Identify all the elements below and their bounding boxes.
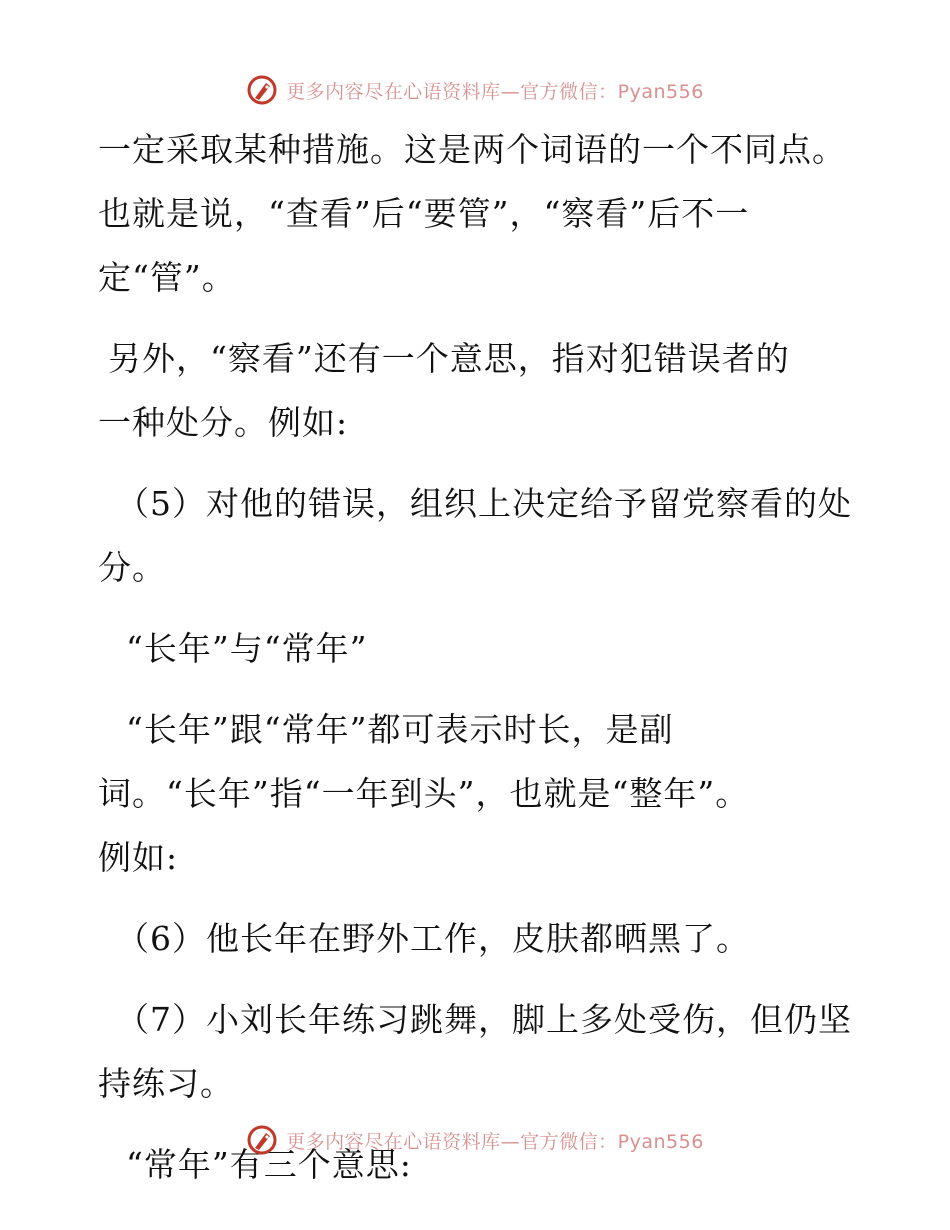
text-line: “常年”有三个意思: xyxy=(126,1145,412,1184)
pen-nib-circle-icon xyxy=(246,1124,278,1156)
example-paragraph xyxy=(98,907,858,971)
watermark-text: 更多内容尽在心语资料库—官方微信：Pyan556 xyxy=(286,80,704,103)
text-line: 分。 xyxy=(98,548,166,587)
text-line: 也就是说，“查看”后“要管”，“察看”后不一 xyxy=(98,194,750,233)
paragraph xyxy=(98,327,858,455)
text-line: 持练习。 xyxy=(98,1064,234,1103)
document-body xyxy=(98,118,858,1214)
text-line: （6）他长年在野外工作，皮肤都晒黑了。 xyxy=(116,919,750,958)
paragraph xyxy=(98,698,858,890)
section-heading xyxy=(98,617,858,681)
text-line: 一种处分。例如: xyxy=(98,403,349,442)
watermark-text: 更多内容尽在心语资料库—官方微信：Pyan556 xyxy=(286,1130,704,1153)
text-line: 例如: xyxy=(98,838,179,877)
footer-watermark xyxy=(0,1122,950,1158)
text-line: 定“管”。 xyxy=(98,258,236,297)
example-paragraph xyxy=(98,472,858,600)
text-line: “长年”与“常年” xyxy=(126,629,368,668)
paragraph xyxy=(98,118,858,310)
text-line: （5）对他的错误，组织上决定给予留党察看的处 xyxy=(116,484,852,523)
header-watermark xyxy=(0,72,950,108)
text-line: 一定采取某种措施。这是两个词语的一个不同点。 xyxy=(98,130,846,169)
text-line: “长年”跟“常年”都可表示时长，是副 xyxy=(126,710,674,749)
text-line: 词。“长年”指“一年到头”，也就是“整年”。 xyxy=(98,774,750,813)
text-line: （7）小刘长年练习跳舞，脚上多处受伤，但仍坚 xyxy=(116,1000,852,1039)
text-line: 另外，“察看”还有一个意思，指对犯错误者的 xyxy=(108,339,790,378)
pen-nib-circle-icon xyxy=(246,74,278,106)
example-paragraph xyxy=(98,988,858,1116)
